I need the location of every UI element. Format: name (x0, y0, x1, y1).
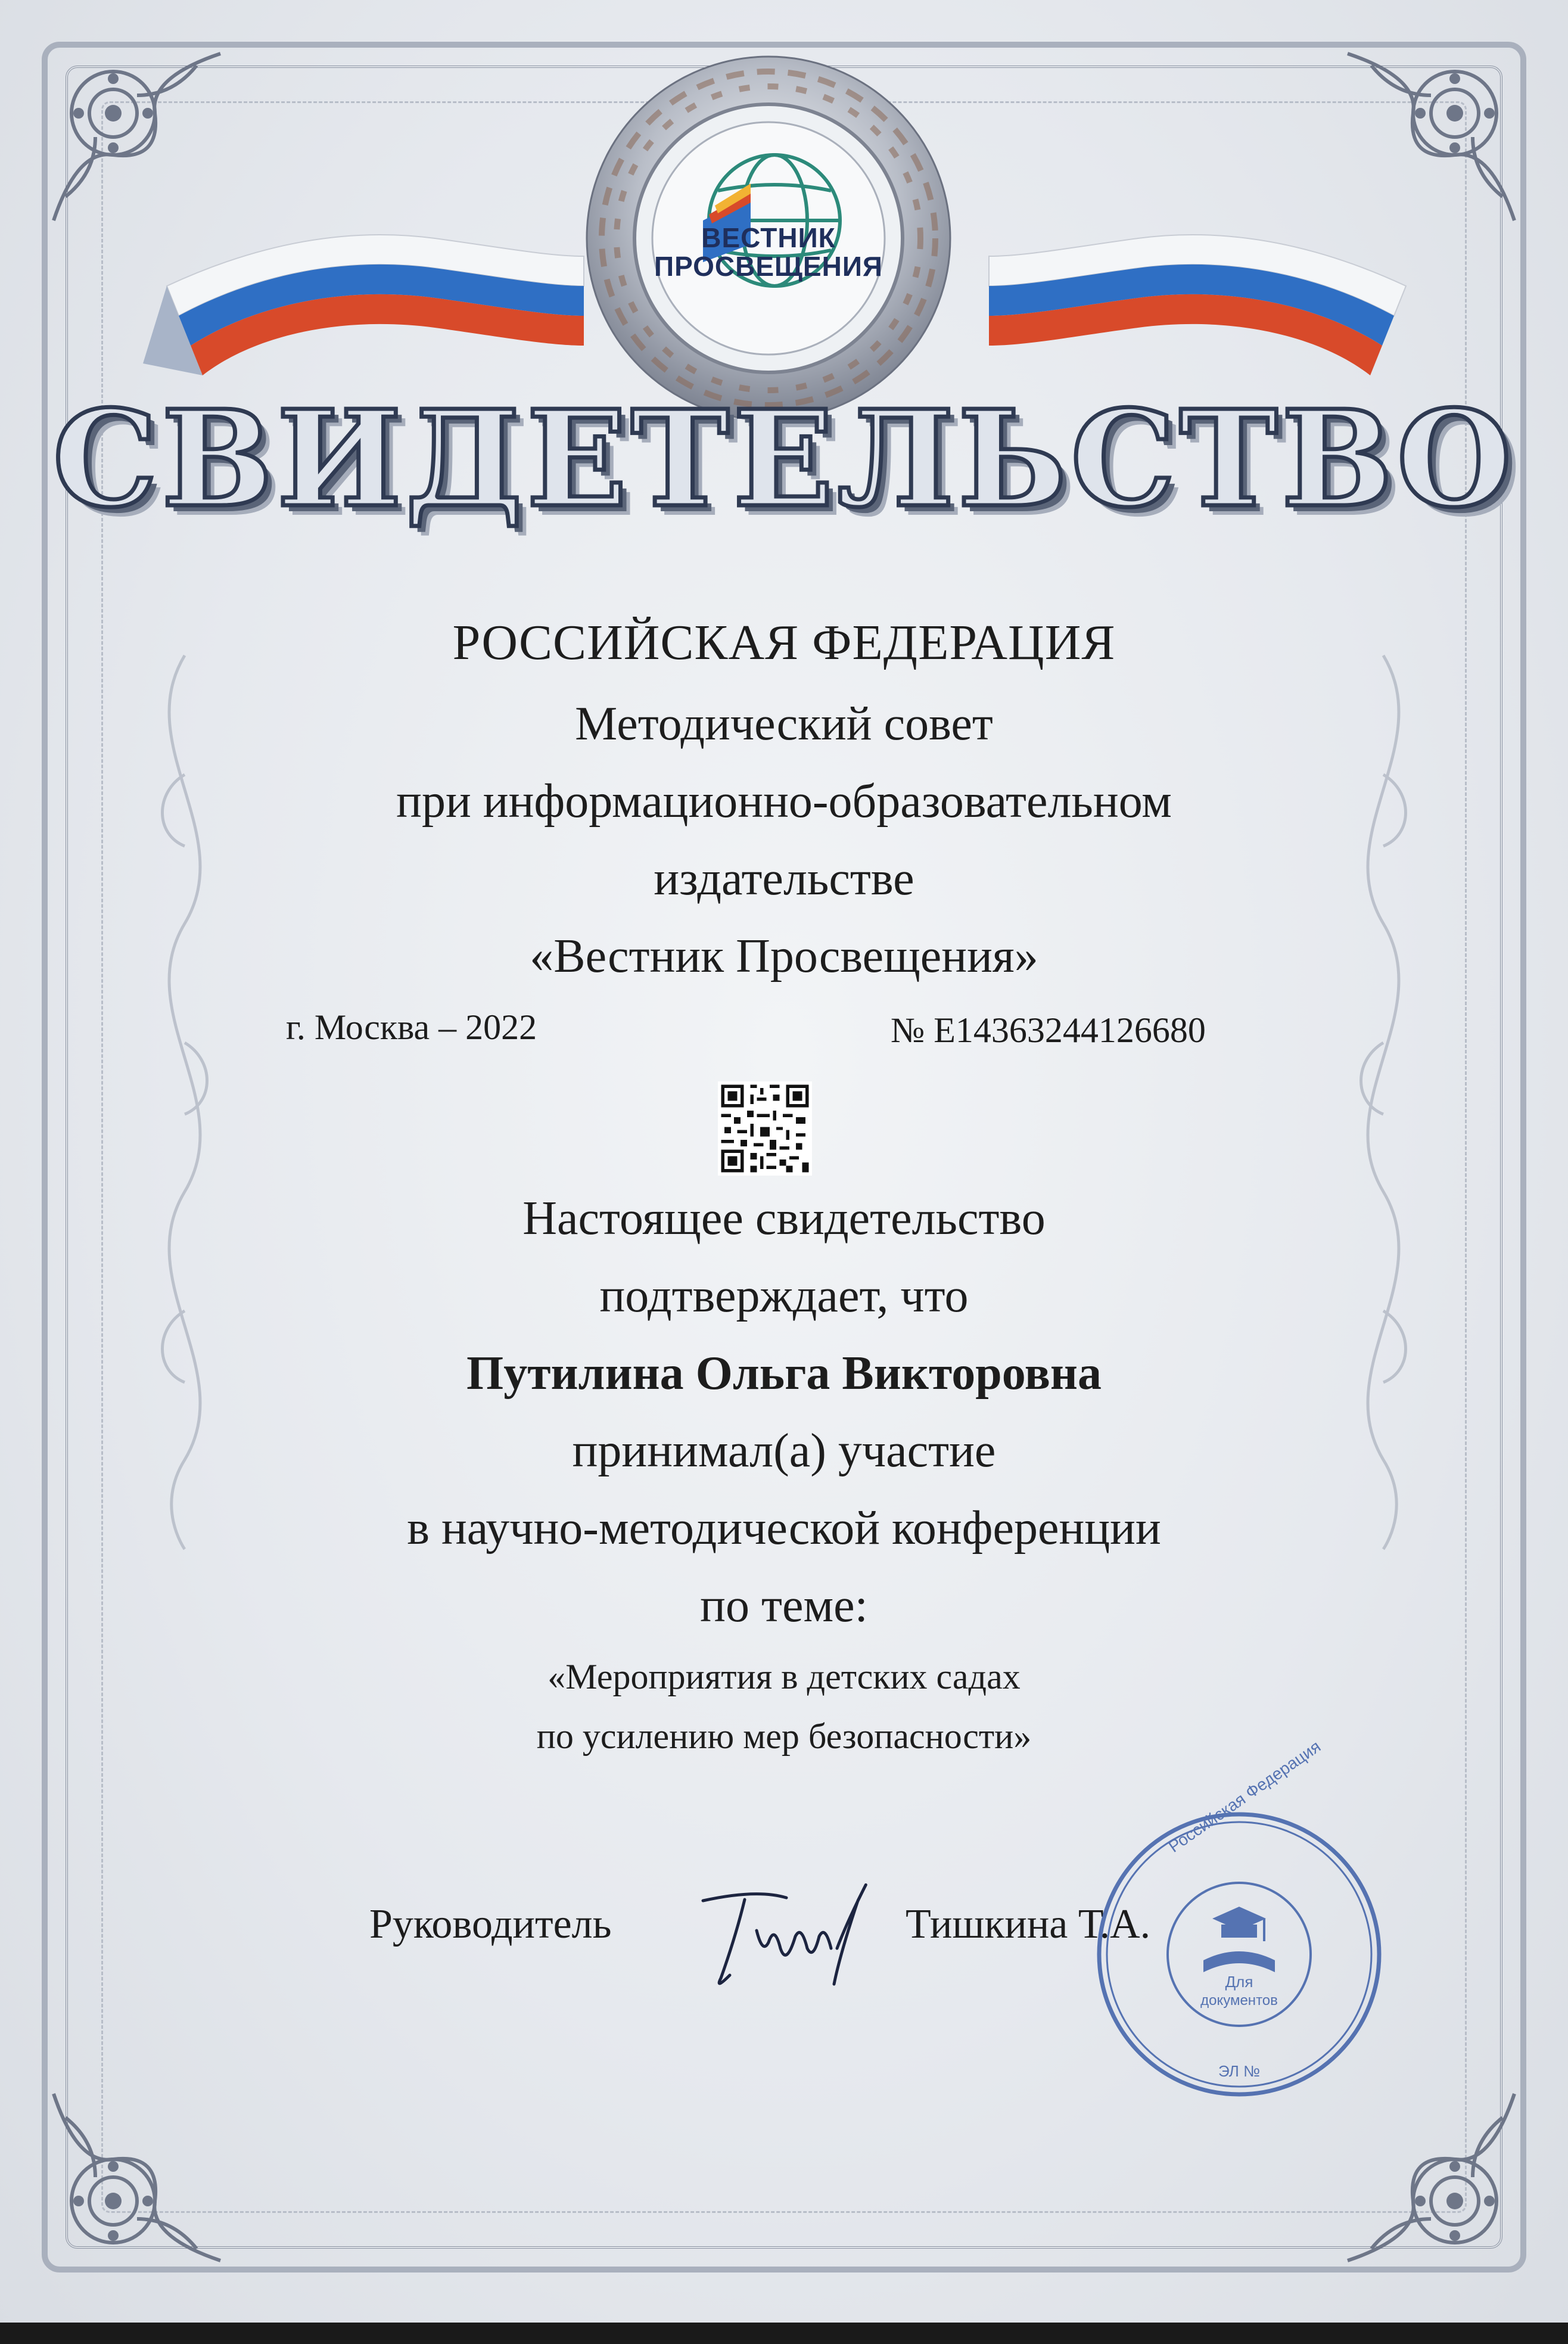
issuer-council: Методический совет (575, 698, 993, 750)
issuer-country: РОССИЙСКАЯ ФЕДЕРАЦИЯ (452, 615, 1116, 670)
stamp-center-text: документов (1200, 1992, 1278, 2009)
handwritten-signature (685, 1865, 911, 1996)
corner-ornament-bottom-right (1330, 2076, 1526, 2273)
director-name: Тишкина Т.А. (906, 1901, 1151, 1947)
medal-logo-text: ВЕСТНИК (701, 222, 836, 253)
body-text: принимал(а) участие (572, 1425, 996, 1477)
body-text: Настоящее свидетельство (522, 1192, 1046, 1245)
photo-edge (0, 2323, 1568, 2344)
stamp-center-text: Для (1225, 1973, 1253, 1991)
medal-logo-text: ПРОСВЕЩЕНИЯ (654, 251, 883, 282)
conference-topic: «Мероприятия в детских садах (547, 1657, 1021, 1696)
corner-ornament-bottom-left (42, 2076, 238, 2273)
issuer-at: при информационно-образовательном (396, 775, 1172, 828)
certificate-title: СВИДЕТЕЛЬСТВО (52, 382, 1516, 537)
recipient-name: Путилина Ольга Викторовна (466, 1347, 1102, 1400)
director-label: Руководитель (369, 1901, 612, 1947)
body-text: подтверждает, что (599, 1270, 969, 1322)
issuer-publisher: издательстве (654, 853, 914, 905)
stamp-ring-text: Российская Федерация (1165, 1737, 1324, 1856)
official-stamp (1090, 1737, 1388, 2103)
qr-code[interactable] (718, 1081, 812, 1176)
issuer-name: «Вестник Просвещения» (530, 930, 1038, 983)
body-text: по теме: (700, 1580, 868, 1632)
stamp-bottom-text: ЭЛ № (1218, 2062, 1261, 2080)
conference-topic: по усилению мер безопасности» (536, 1717, 1032, 1756)
certificate-number: № Е14363244126680 (891, 1011, 1206, 1050)
city-year: г. Москва – 2022 (286, 1008, 537, 1047)
body-text: в научно-методической конференции (407, 1502, 1161, 1555)
